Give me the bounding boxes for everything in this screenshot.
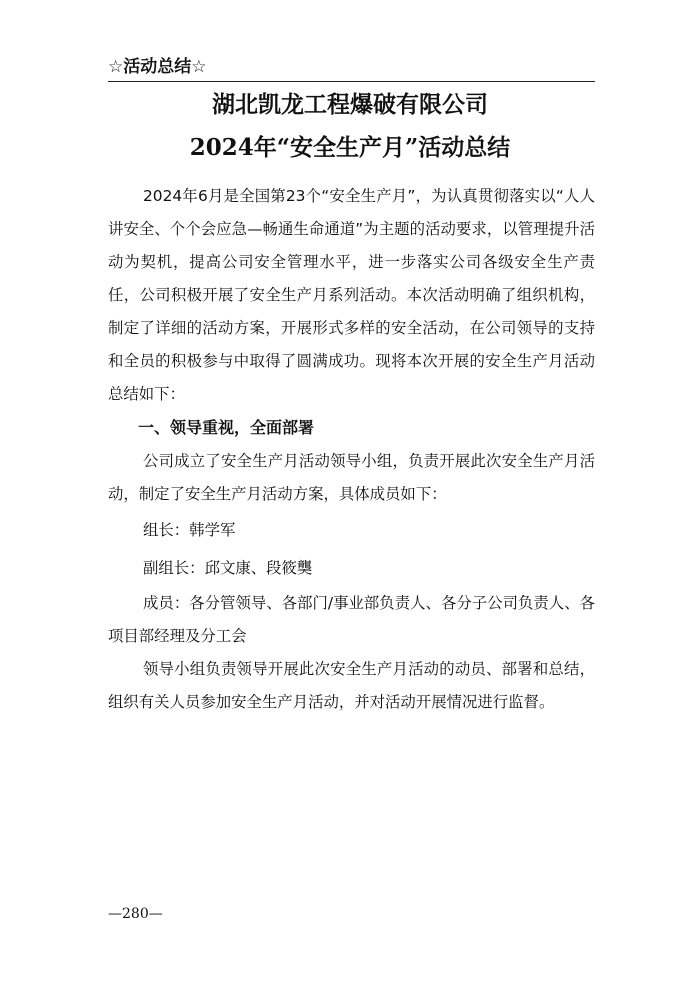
page-number: —280— — [108, 906, 163, 922]
section-paragraph: 领导小组负责领导开展此次安全生产月活动的动员、部署和总结，组织有关人员参加安全生产月活动，并对活动开展情况进行监督。 — [108, 660, 595, 711]
header-rule — [108, 81, 595, 82]
leader-line: 组长：韩学军 — [143, 521, 236, 539]
deputy-leader-line: 副组长：邱文康、段筱龑 — [143, 559, 313, 577]
document-body — [108, 180, 595, 719]
members-line: 成员：各分管领导、各部门/事业部负责人、各分子公司负责人、各项目部经理及分工会 — [108, 594, 595, 645]
intro-paragraph: 2024年6月是全国第23个“安全生产月”，为认真贯彻落实以“人人讲安全、个个会应急—畅通生命通道”为主题的活动要求，以管理提升活动为契机，提高公司安全管理水平，进一步落实公司各级安全生产责任，公司积极开展了安全生产月系列活动。本次活动明确了组织机构，制定了详细的活动方案，开展形式多样的安全活动，在公司领导的支持和全员的积极参与中取得了圆满成功。现将本次开展的安全生产月活动总结如下： — [108, 187, 595, 403]
section-heading: 一、领导重视，全面部署 — [138, 418, 315, 437]
document-title-line2: 2024年“安全生产月”活动总结 — [189, 134, 511, 161]
section-paragraph: 公司成立了安全生产月活动领导小组，负责开展此次安全生产月活动，制定了安全生产月活动方案，具体成员如下： — [108, 452, 595, 503]
document-title-line1: 湖北凯龙工程爆破有限公司 — [212, 91, 488, 118]
section-tag: ☆活动总结☆ — [108, 57, 207, 77]
